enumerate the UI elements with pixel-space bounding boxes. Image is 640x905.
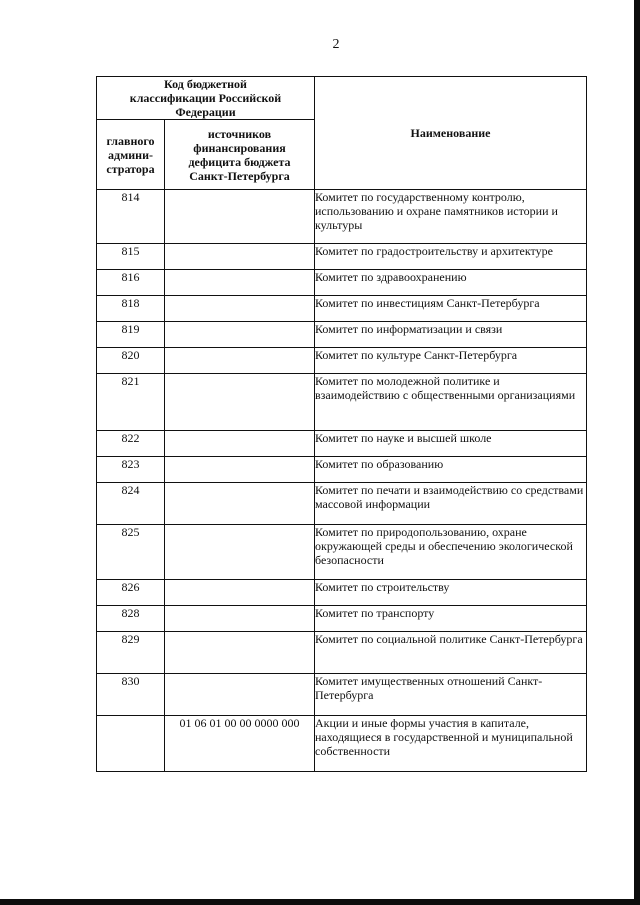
table-row: [97, 716, 587, 772]
source-code-cell: [165, 322, 315, 348]
name-cell: Комитет по культуре Санкт-Петербурга: [315, 348, 587, 374]
page-number: 2: [332, 37, 340, 52]
admin-code-cell: 830: [97, 674, 165, 716]
source-code-cell: [165, 580, 315, 606]
table-row: [97, 525, 587, 580]
table-row: [97, 270, 587, 296]
admin-code-cell: 821: [97, 374, 165, 431]
name-cell: Комитет по транспорту: [315, 606, 587, 632]
source-code-cell: [165, 348, 315, 374]
admin-code-cell: 818: [97, 296, 165, 322]
header-budget-code-group: [97, 77, 315, 120]
source-code-cell: [165, 606, 315, 632]
scan-edge-bottom: [0, 899, 640, 905]
name-cell: Комитет по науке и высшей школе: [315, 431, 587, 457]
admin-code-cell: [97, 716, 165, 772]
admin-code-cell: 822: [97, 431, 165, 457]
name-cell: Акции и иные формы участия в капитале, находящиеся в государственной и муниципальной собственности: [315, 716, 587, 772]
source-code-cell: [165, 483, 315, 525]
source-code-cell: [165, 457, 315, 483]
name-cell: Комитет по молодежной политике и взаимодействию с общественными организациями: [315, 374, 587, 431]
source-code-cell: [165, 431, 315, 457]
budget-classification-table: [96, 76, 587, 772]
name-cell: Комитет имущественных отношений Санкт-Петербурга: [315, 674, 587, 716]
header-group-text: Код бюджетной классификации Российской Федерации: [129, 77, 282, 119]
table-row: [97, 244, 587, 270]
source-code-cell: [165, 244, 315, 270]
header-sources: [165, 120, 315, 190]
table-row: [97, 483, 587, 525]
admin-code-cell: 825: [97, 525, 165, 580]
name-cell: Комитет по информатизации и связи: [315, 322, 587, 348]
table-row: [97, 296, 587, 322]
admin-code-cell: 814: [97, 190, 165, 244]
table-row: [97, 632, 587, 674]
admin-code-cell: 816: [97, 270, 165, 296]
source-code-cell: [165, 296, 315, 322]
header-admin-text: главного админи- стратора: [106, 133, 155, 176]
table-row: [97, 457, 587, 483]
table-row: [97, 190, 587, 244]
table-row: [97, 374, 587, 431]
admin-code-cell: 828: [97, 606, 165, 632]
admin-code-cell: 823: [97, 457, 165, 483]
scan-edge-right: [634, 0, 640, 905]
name-cell: Комитет по инвестициям Санкт-Петербурга: [315, 296, 587, 322]
source-code-cell: [165, 525, 315, 580]
source-code-cell: [165, 674, 315, 716]
admin-code-cell: 815: [97, 244, 165, 270]
name-cell: Комитет по природопользованию, охране окружающей среды и обеспечению экологической безопасности: [315, 525, 587, 580]
admin-code-cell: 819: [97, 322, 165, 348]
name-cell: Комитет по строительству: [315, 580, 587, 606]
table-row: [97, 322, 587, 348]
source-code-cell: 01 06 01 00 00 0000 000: [165, 716, 315, 772]
source-code-cell: [165, 374, 315, 431]
source-code-cell: [165, 190, 315, 244]
header-admin: [97, 120, 165, 190]
source-code-cell: [165, 270, 315, 296]
name-cell: Комитет по социальной политике Санкт-Петербурга: [315, 632, 587, 674]
admin-code-cell: 826: [97, 580, 165, 606]
table-row: [97, 674, 587, 716]
table-row: [97, 348, 587, 374]
table-row: [97, 606, 587, 632]
admin-code-cell: 824: [97, 483, 165, 525]
source-code-cell: [165, 632, 315, 674]
admin-code-cell: 820: [97, 348, 165, 374]
admin-code-cell: 829: [97, 632, 165, 674]
name-cell: Комитет по градостроительству и архитектуре: [315, 244, 587, 270]
name-cell: Комитет по здравоохранению: [315, 270, 587, 296]
name-cell: Комитет по образованию: [315, 457, 587, 483]
header-sources-text: источников финансирования дефицита бюджета Санкт-Петербурга: [188, 126, 291, 183]
name-cell: Комитет по печати и взаимодействию со средствами массовой информации: [315, 483, 587, 525]
header-name: Наименование: [315, 77, 587, 190]
name-cell: Комитет по государственному контролю, использованию и охране памятников истории и культуры: [315, 190, 587, 244]
table-row: [97, 580, 587, 606]
table-row: [97, 431, 587, 457]
